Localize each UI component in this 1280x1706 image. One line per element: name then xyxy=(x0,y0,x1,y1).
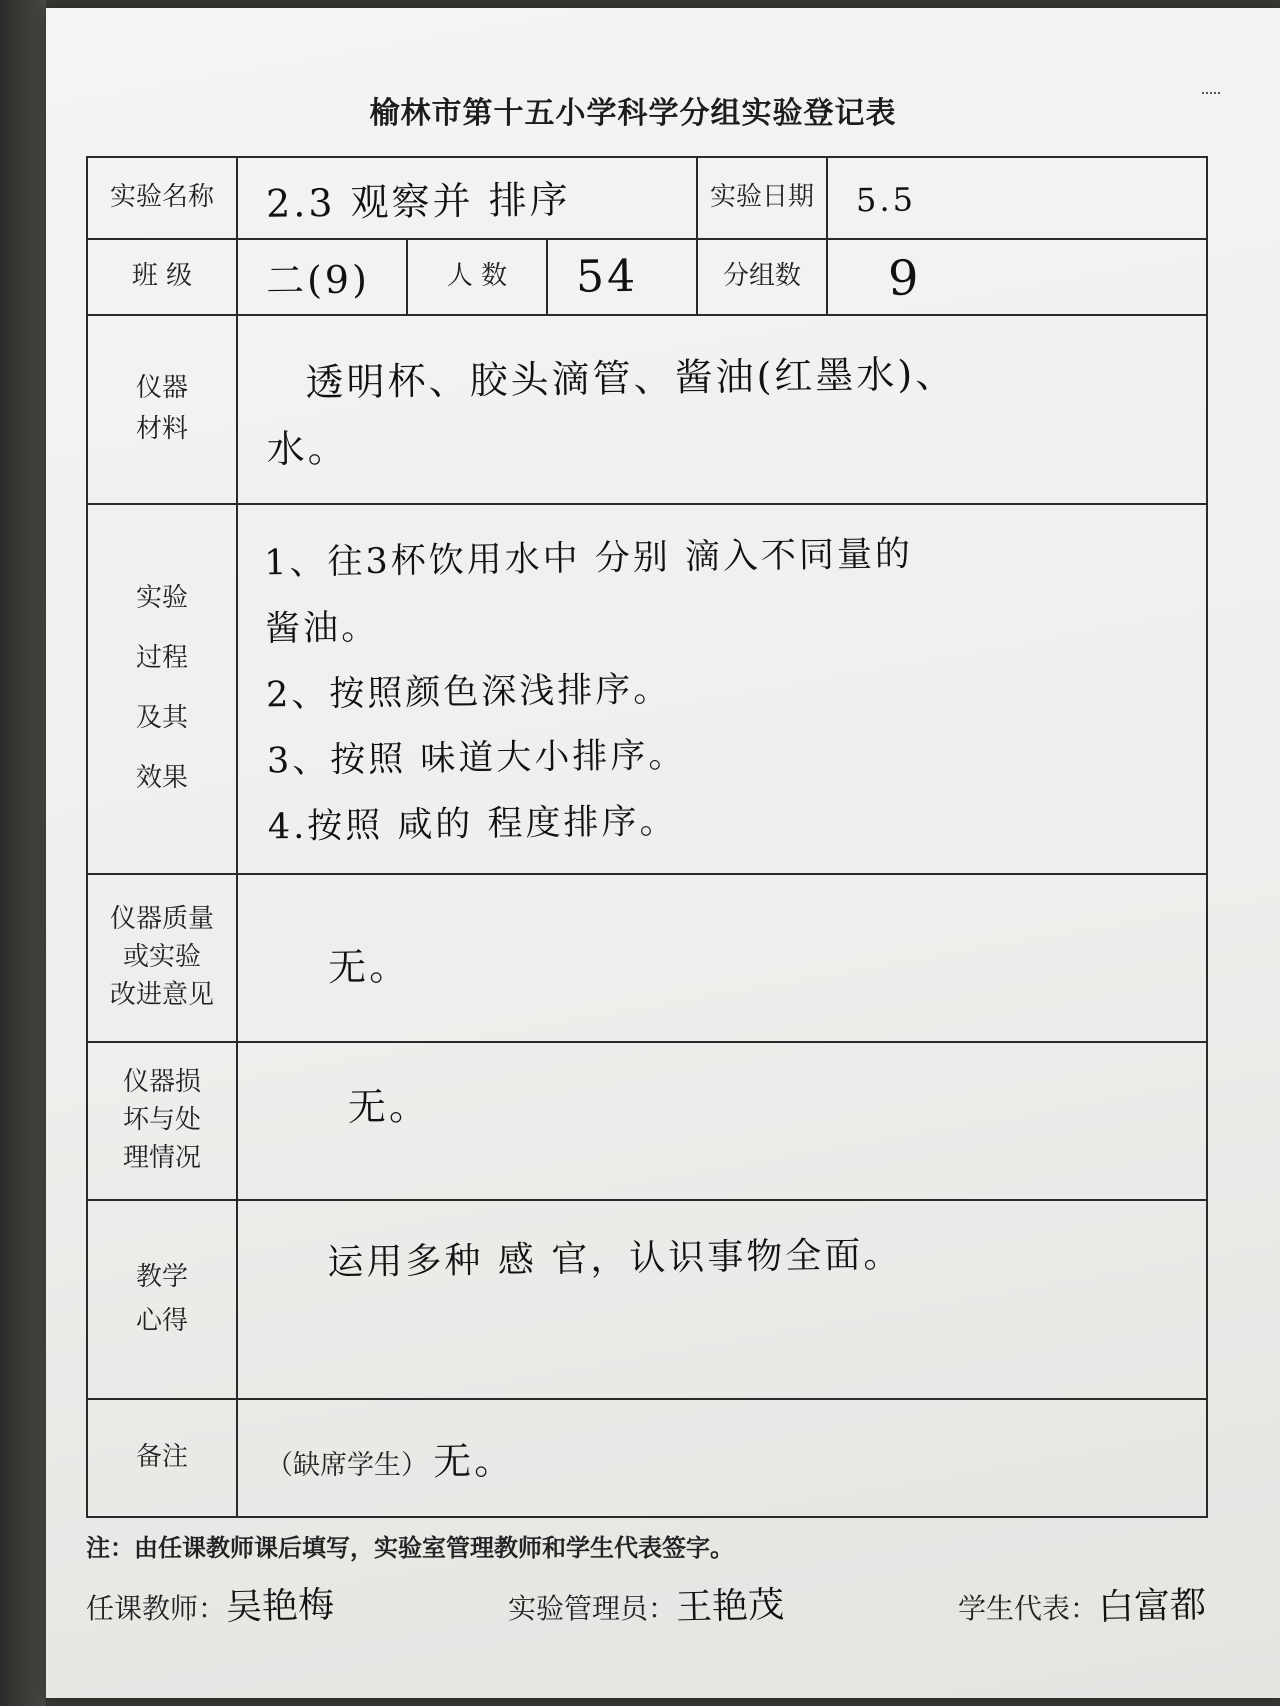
label-quality-line3: 改进意见 xyxy=(109,979,214,1010)
value-remarks xyxy=(237,1399,1207,1517)
student-label: 学生代表： xyxy=(957,1592,1098,1625)
label-damage-line2: 坏与处 xyxy=(122,1104,201,1135)
label-quality-line2: 或实验 xyxy=(122,942,201,972)
row-experiment-name xyxy=(87,157,1207,239)
signature-row xyxy=(86,1578,1206,1629)
row-equipment xyxy=(87,315,1207,504)
label-equipment-line1: 仪器 xyxy=(135,372,188,403)
process-step-3: 3、按照 味道大小排序。 xyxy=(266,735,687,782)
equipment-line1: 透明杯、胶头滴管、酱油(红墨水)、 xyxy=(305,350,957,405)
value-count: 54 xyxy=(546,238,697,316)
value-experiment-date: 5.5 xyxy=(826,154,1207,241)
label-damage-line3: 理情况 xyxy=(122,1142,201,1173)
process-step-4: 4.按照 咸的 程度排序。 xyxy=(267,801,678,848)
remarks-value: 无。 xyxy=(432,1437,516,1484)
teacher-label: 任课教师： xyxy=(86,1592,227,1625)
process-step-1-cont: 酱油。 xyxy=(264,607,380,650)
teacher-signature xyxy=(86,1578,334,1629)
value-process xyxy=(234,497,1209,880)
label-process-line3: 及其 xyxy=(135,702,188,733)
label-process-line2: 过程 xyxy=(135,642,188,673)
label-reflection xyxy=(87,1200,237,1400)
row-quality xyxy=(87,874,1207,1042)
student-name: 白富都 xyxy=(1097,1584,1207,1629)
decorative-mark xyxy=(1202,92,1220,98)
label-process xyxy=(87,504,237,874)
row-process xyxy=(87,504,1207,874)
label-equipment-line2: 材料 xyxy=(135,414,188,445)
admin-signature xyxy=(508,1578,784,1629)
label-damage-line1: 仪器损 xyxy=(122,1067,201,1098)
value-groups: 9 xyxy=(826,236,1207,317)
label-remarks: 备注 xyxy=(87,1399,237,1517)
label-count: 人 数 xyxy=(407,239,547,315)
label-class: 班 级 xyxy=(87,239,237,315)
teacher-name: 吴艳梅 xyxy=(225,1584,335,1629)
equipment-line2: 水。 xyxy=(266,425,349,471)
label-equipment xyxy=(87,315,237,504)
registration-table xyxy=(86,156,1208,1518)
label-process-line1: 实验 xyxy=(135,583,188,614)
admin-label: 实验管理员： xyxy=(507,1592,676,1625)
value-class: 二(9) xyxy=(236,238,407,316)
photo-background xyxy=(0,0,46,1706)
value-reflection: 运用多种 感 官，认识事物全面。 xyxy=(236,1193,1209,1406)
admin-name: 王艳茂 xyxy=(675,1584,785,1629)
process-step-1: 1、往3杯饮用水中 分别 滴入不同量的 xyxy=(263,534,914,584)
label-groups: 分组数 xyxy=(697,239,827,315)
label-quality-line1: 仪器质量 xyxy=(109,904,214,935)
row-damage xyxy=(87,1042,1207,1200)
label-process-line4: 效果 xyxy=(135,762,188,793)
value-quality: 无。 xyxy=(236,867,1208,1049)
row-reflection xyxy=(87,1200,1207,1400)
label-experiment-name: 实验名称 xyxy=(87,157,237,239)
label-quality xyxy=(87,874,237,1042)
row-remarks xyxy=(87,1399,1207,1517)
label-reflection-line1: 教学 xyxy=(135,1262,188,1293)
form-title: 榆林市第十五小学科学分组实验登记表 xyxy=(369,96,897,131)
value-experiment-name: 2.3 观察并 排序 xyxy=(236,154,697,242)
value-damage: 无。 xyxy=(236,1035,1208,1206)
footer-note: 注：由任课教师课后填写，实验室管理教师和学生代表签字。 xyxy=(86,1534,734,1562)
value-equipment xyxy=(236,308,1209,511)
label-experiment-date: 实验日期 xyxy=(697,157,827,239)
student-signature xyxy=(958,1578,1206,1629)
process-step-2: 2、按照颜色深浅排序。 xyxy=(265,669,672,716)
remarks-prefix: （缺席学生） xyxy=(266,1449,428,1481)
label-damage xyxy=(87,1042,237,1200)
row-class-info xyxy=(87,239,1207,315)
registration-form-paper xyxy=(46,8,1280,1698)
label-reflection-line2: 心得 xyxy=(135,1306,188,1337)
